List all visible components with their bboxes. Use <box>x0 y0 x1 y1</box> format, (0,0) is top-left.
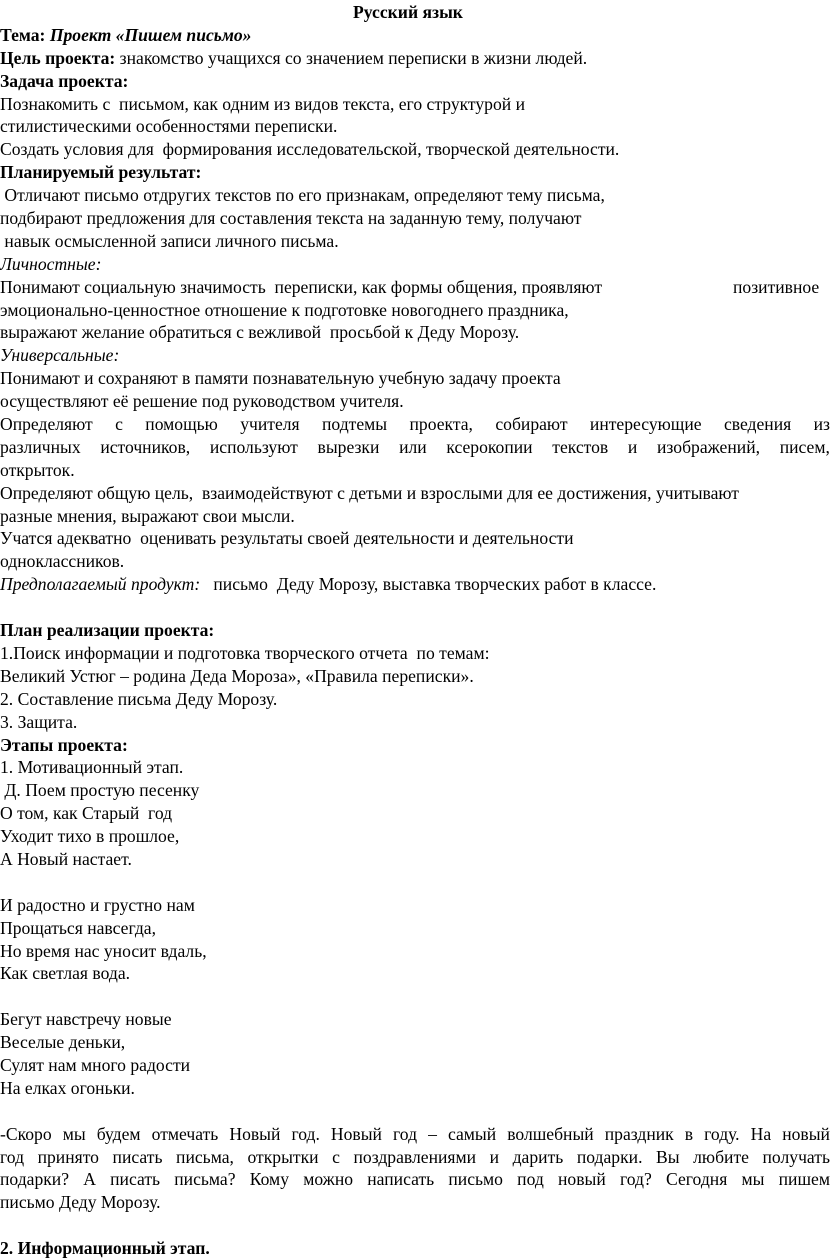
justified-word: мы <box>741 1169 765 1190</box>
justified-word: год. <box>291 1123 320 1144</box>
justified-word: письма, <box>176 1146 234 1167</box>
justified-word: Сегодня <box>666 1169 728 1190</box>
universal-line: Учатся адекватно оценивать результаты своей деятельности и деятельности <box>0 528 574 549</box>
universal-label: Универсальные: <box>0 345 120 366</box>
result-line: Отличают письмо отдругих текстов по его признакам, определяют тему письма, <box>0 185 605 206</box>
plan-item: 2. Составление письма Деду Морозу. <box>0 688 278 709</box>
justified-word: году. <box>704 1123 740 1144</box>
justified-word: мы <box>62 1123 86 1144</box>
poem-line: На елках огоньки. <box>0 1077 135 1098</box>
justified-word: помощью <box>145 414 218 435</box>
justified-word: отмечать <box>151 1123 219 1144</box>
justified-word: Вы <box>656 1146 680 1167</box>
justified-word: будем <box>96 1123 141 1144</box>
justified-word: подарки? <box>0 1169 70 1190</box>
subject-heading: Русский язык <box>353 2 463 22</box>
task-line: стилистическими особенностями переписки. <box>0 116 338 137</box>
justified-word: праздник <box>604 1123 674 1144</box>
goal-value: знакомство учащихся со значением переписки в жизни людей. <box>115 47 588 68</box>
goal-line <box>0 47 830 70</box>
justified-word: ксерокопии <box>446 436 533 457</box>
topic-line <box>0 24 830 47</box>
justified-word: из <box>813 414 830 435</box>
personal-line: эмоционально-ценностное отношение к подготовке новогоднего праздника, <box>0 299 569 320</box>
justified-word: интересующие <box>589 414 702 435</box>
spacer <box>0 1100 830 1123</box>
justified-word: писем, <box>779 436 830 457</box>
universal-line: одноклассников. <box>0 551 125 572</box>
stage-1-title: 1. Мотивационный этап. <box>0 757 184 778</box>
justified-word: под <box>517 1169 544 1190</box>
topic-value: Проект «Пишем письмо» <box>49 24 252 45</box>
poem-line: Прощаться навсегда, <box>0 917 156 938</box>
justified-word: А <box>83 1169 96 1190</box>
justified-word: в <box>684 1123 694 1144</box>
justified-word: или <box>399 436 427 457</box>
personal-line: выражают желание обратиться с вежливой просьбой к Деду Морозу. <box>0 322 520 343</box>
result-line: подбирают предложения для составления текста на заданную тему, получают <box>0 208 582 229</box>
poem-line: Веселые деньки, <box>0 1032 126 1053</box>
stage-2-title: 2. Информационный этап. <box>0 1238 210 1259</box>
poem-line: Сулят нам много радости <box>0 1054 191 1075</box>
justified-word: учителя <box>240 414 300 435</box>
justified-word: с <box>115 414 123 435</box>
plan-label: План реализации проекта: <box>0 620 215 641</box>
product-line <box>0 573 830 596</box>
poem-line: Но время нас уносит вдаль, <box>0 940 207 961</box>
universal-line: разные мнения, выражают свои мысли. <box>0 505 295 526</box>
universal-line: осуществляют её решение под руководством учителя. <box>0 391 404 412</box>
task-label: Задача проекта: <box>0 70 129 91</box>
spacer <box>0 985 830 1008</box>
justified-word: текстов <box>552 436 609 457</box>
justified-word: писать <box>112 1146 163 1167</box>
justified-word: собирают <box>495 414 568 435</box>
plan-item: 3. Защита. <box>0 711 78 732</box>
spacer <box>0 596 830 619</box>
justified-word: На <box>750 1123 772 1144</box>
justified-word: год <box>0 1146 25 1167</box>
justified-word: новый <box>782 1123 830 1144</box>
plan-item: Великий Устюг – родина Деда Мороза», «Правила переписки». <box>0 665 474 686</box>
product-label: Предполагаемый продукт: <box>0 574 201 595</box>
justified-word: Кому <box>249 1169 289 1190</box>
universal-justified-line-1 <box>0 413 830 436</box>
poem-line: Бегут навстречу новые <box>0 1009 172 1030</box>
justified-word: написать <box>367 1169 435 1190</box>
product-value: письмо Деду Морозу, выставка творческих работ в классе. <box>200 574 657 595</box>
justified-word: пишем <box>778 1169 830 1190</box>
poem-line: И радостно и грустно нам <box>0 894 195 915</box>
result-label: Планируемый результат: <box>0 162 202 183</box>
justified-word: самый <box>447 1123 497 1144</box>
poem-line: О том, как Старый год <box>0 803 173 824</box>
universal-line: Понимают и сохраняют в памяти познавательную учебную задачу проекта <box>0 368 561 389</box>
poem-line: А Новый настает. <box>0 848 132 869</box>
justified-word: дарить <box>512 1146 564 1167</box>
justified-word: изображений, <box>657 436 761 457</box>
stages-label: Этапы проекта: <box>0 734 128 755</box>
justified-word: любите <box>693 1146 749 1167</box>
personal-line-1: Понимают социальную значимость переписки, как формы общения, проявляют позитивное <box>0 276 820 297</box>
poem-line: Уходит тихо в прошлое, <box>0 826 180 847</box>
task-line: Познакомить с письмом, как одним из видов текста, его структурой и <box>0 93 526 114</box>
justified-word: открытки <box>247 1146 319 1167</box>
justified-word: подарки. <box>576 1146 643 1167</box>
document-page <box>0 1 830 1260</box>
justified-word: различных <box>0 436 81 457</box>
personal-label: Личностные: <box>0 253 102 274</box>
spacer <box>0 1214 830 1237</box>
justified-word: принято <box>37 1146 99 1167</box>
justified-word: сведения <box>723 414 792 435</box>
justified-word: год <box>393 1123 418 1144</box>
task-line: Создать условия для формирования исследовательской, творческой деятельности. <box>0 139 620 160</box>
justified-word: источников, <box>100 436 191 457</box>
justified-word: Новый <box>330 1123 382 1144</box>
justified-word: можно <box>303 1169 354 1190</box>
justified-word: и <box>627 436 638 457</box>
topic-label: Тема: <box>0 24 46 45</box>
speech-justified-line-3 <box>0 1168 830 1191</box>
justified-word: год? <box>619 1169 652 1190</box>
justified-word: новый <box>558 1169 606 1190</box>
universal-line: открыток. <box>0 459 75 480</box>
justified-word: получать <box>762 1146 830 1167</box>
poem-line: Как светлая вода. <box>0 963 131 984</box>
speech-line: письмо Деду Морозу. <box>0 1192 161 1213</box>
justified-word: и <box>489 1146 500 1167</box>
plan-item: 1.Поиск информации и подготовка творческого отчета по темам: <box>0 642 490 663</box>
justified-word: волшебный <box>507 1123 594 1144</box>
justified-word: Новый <box>229 1123 281 1144</box>
speech-justified-line-1 <box>0 1123 830 1146</box>
justified-word: с <box>332 1146 340 1167</box>
justified-word: вырезки <box>317 436 380 457</box>
justified-word: Определяют <box>0 414 93 435</box>
justified-word: письмо <box>448 1169 503 1190</box>
result-line: навык осмысленной записи личного письма. <box>0 230 339 251</box>
justified-word: поздравлениями <box>353 1146 477 1167</box>
justified-word: писать <box>110 1169 161 1190</box>
justified-word: подтемы <box>322 414 388 435</box>
justified-word: используют <box>209 436 298 457</box>
universal-justified-line-2 <box>0 436 830 459</box>
song-intro: Д. Поем простую песенку <box>0 780 200 801</box>
justified-word: – <box>428 1123 437 1144</box>
justified-word: проекта, <box>409 414 473 435</box>
speech-justified-line-2 <box>0 1146 830 1169</box>
justified-word: -Скоро <box>0 1123 52 1144</box>
justified-word: письма? <box>174 1169 236 1190</box>
goal-label: Цель проекта: <box>0 47 116 68</box>
universal-line: Определяют общую цель, взаимодействуют с детьми и взрослыми для ее достижения, учитывают <box>0 482 739 503</box>
spacer <box>0 871 830 894</box>
